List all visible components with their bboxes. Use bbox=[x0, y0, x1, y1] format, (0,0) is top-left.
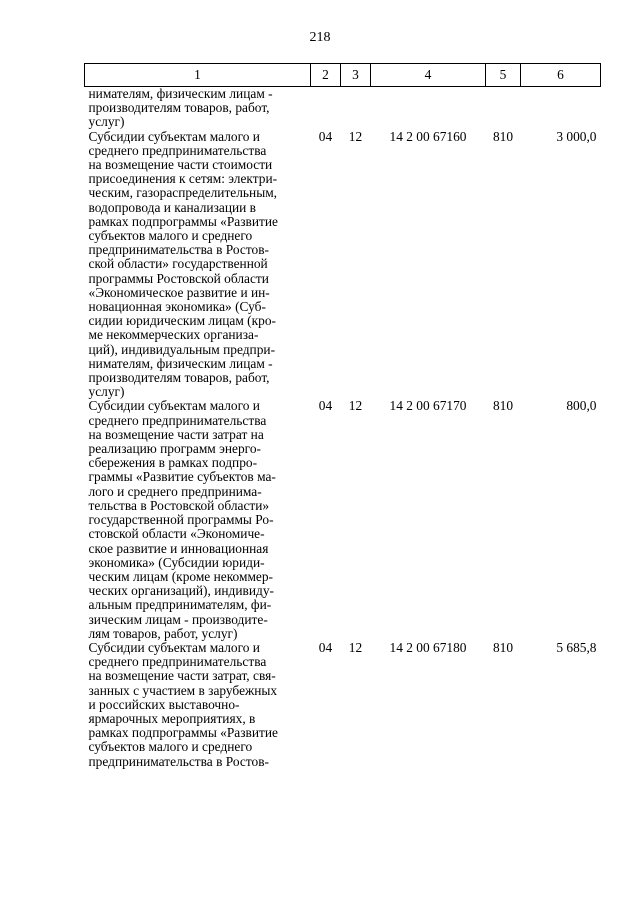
table-body bbox=[85, 87, 601, 769]
target-article-code: 14 2 00 67180 bbox=[389, 639, 467, 655]
target-article-code: 14 2 00 67160 bbox=[389, 128, 467, 144]
section-code: 04 bbox=[318, 398, 333, 414]
description-line: среднего предпринимательства bbox=[88, 412, 267, 428]
amount-value bbox=[521, 87, 601, 130]
description-line: «Экономическое развитие и ин- bbox=[88, 284, 270, 300]
column-header-6: 6 bbox=[521, 64, 601, 87]
budget-table bbox=[84, 63, 601, 769]
row-description bbox=[85, 641, 311, 769]
amount-value: 3 000,0 bbox=[556, 128, 597, 144]
subsection-code: 12 bbox=[348, 639, 363, 655]
description-line: нимателям, физическим лицам - bbox=[88, 355, 273, 371]
description-line: услуг) bbox=[88, 384, 125, 400]
description-line: ме некоммерческих организа- bbox=[88, 327, 259, 343]
table-row bbox=[85, 130, 601, 400]
description-line: нимателям, физическим лицам - bbox=[88, 86, 273, 101]
description-line: ярмарочных мероприятиях, в bbox=[88, 710, 256, 726]
description-line: рамках подпрограммы «Развитие bbox=[88, 213, 278, 229]
description-line: среднего предпринимательства bbox=[88, 654, 267, 670]
description-line: ское развитие и инновационная bbox=[88, 540, 269, 556]
expense-type-code: 810 bbox=[492, 398, 514, 414]
description-line: субъектов малого и среднего bbox=[88, 228, 253, 244]
description-line: ческим лицам (кроме некоммер- bbox=[88, 568, 274, 584]
target-article-code bbox=[371, 87, 486, 130]
description-line: на возмещение части стоимости bbox=[88, 157, 273, 173]
table-row bbox=[85, 399, 601, 640]
description-line: ческих организаций), индивиду- bbox=[88, 583, 274, 599]
description-line: предпринимательства в Ростов- bbox=[88, 753, 270, 769]
subsection-code: 12 bbox=[348, 398, 363, 414]
description-line: экономика» (Субсидии юриди- bbox=[88, 554, 265, 570]
column-header-3: 3 bbox=[341, 64, 371, 87]
description-line: занных с участием в зарубежных bbox=[88, 682, 278, 698]
description-line: лям товаров, работ, услуг) bbox=[88, 625, 238, 641]
row-description bbox=[85, 130, 311, 400]
description-line: водопровода и канализации в bbox=[88, 199, 256, 215]
target-article-code: 14 2 00 67170 bbox=[389, 398, 467, 414]
description-line: лого и среднего предпринима- bbox=[88, 483, 262, 499]
description-line: среднего предпринимательства bbox=[88, 142, 267, 158]
description-line: зическим лицам - производите- bbox=[88, 611, 268, 627]
description-line: программы Ростовской области bbox=[88, 270, 269, 286]
description-line: ций), индивидуальным предпри- bbox=[88, 341, 276, 357]
section-code bbox=[311, 87, 341, 130]
description-line: сидии юридическим лицам (кро- bbox=[88, 313, 276, 329]
column-header-5: 5 bbox=[486, 64, 521, 87]
subsection-code: 12 bbox=[348, 128, 363, 144]
description-line: на возмещение части затрат на bbox=[88, 426, 264, 442]
description-line: реализацию программ энерго- bbox=[88, 441, 261, 457]
description-line: рамках подпрограммы «Развитие bbox=[88, 725, 278, 741]
description-line: Субсидии субъектам малого и bbox=[88, 398, 260, 414]
description-line: стовской области «Экономиче- bbox=[88, 526, 265, 542]
expense-type-code: 810 bbox=[492, 128, 514, 144]
row-description bbox=[85, 87, 311, 130]
section-code: 04 bbox=[318, 128, 333, 144]
description-line: ческим, газораспределительным, bbox=[88, 185, 278, 201]
amount-value: 5 685,8 bbox=[556, 639, 597, 655]
table-header-row bbox=[85, 64, 601, 87]
description-line: и российских выставочно- bbox=[88, 696, 240, 712]
description-line: присоединения к сетям: электри- bbox=[88, 171, 278, 187]
table-row bbox=[85, 641, 601, 769]
column-header-1: 1 bbox=[85, 64, 311, 87]
row-description bbox=[85, 399, 311, 640]
description-line: Субсидии субъектам малого и bbox=[88, 128, 260, 144]
description-line: граммы «Развитие субъектов ма- bbox=[88, 469, 276, 485]
description-line: субъектов малого и среднего bbox=[88, 739, 253, 755]
description-line: на возмещение части затрат, свя- bbox=[88, 668, 276, 684]
expense-type-code: 810 bbox=[492, 639, 514, 655]
section-code: 04 bbox=[318, 639, 333, 655]
description-line: новационная экономика» (Суб- bbox=[88, 299, 266, 315]
description-line: предпринимательства в Ростов- bbox=[88, 242, 270, 258]
description-line: сбережения в рамках подпро- bbox=[88, 455, 258, 471]
column-header-4: 4 bbox=[371, 64, 486, 87]
amount-value: 800,0 bbox=[566, 398, 597, 414]
description-line: тельства в Ростовской области» bbox=[88, 497, 270, 513]
description-line: государственной программы Ро- bbox=[88, 512, 274, 528]
table-row bbox=[85, 87, 601, 130]
description-line: альным предпринимателям, фи- bbox=[88, 597, 272, 613]
description-line: услуг) bbox=[88, 114, 125, 130]
subsection-code bbox=[341, 87, 371, 130]
column-header-2: 2 bbox=[311, 64, 341, 87]
description-line: производителям товаров, работ, bbox=[88, 100, 270, 116]
expense-type-code bbox=[486, 87, 521, 130]
description-line: Субсидии субъектам малого и bbox=[88, 639, 260, 655]
description-line: производителям товаров, работ, bbox=[88, 370, 270, 386]
page-number: 218 bbox=[309, 30, 331, 45]
description-line: ской области» государственной bbox=[88, 256, 268, 272]
